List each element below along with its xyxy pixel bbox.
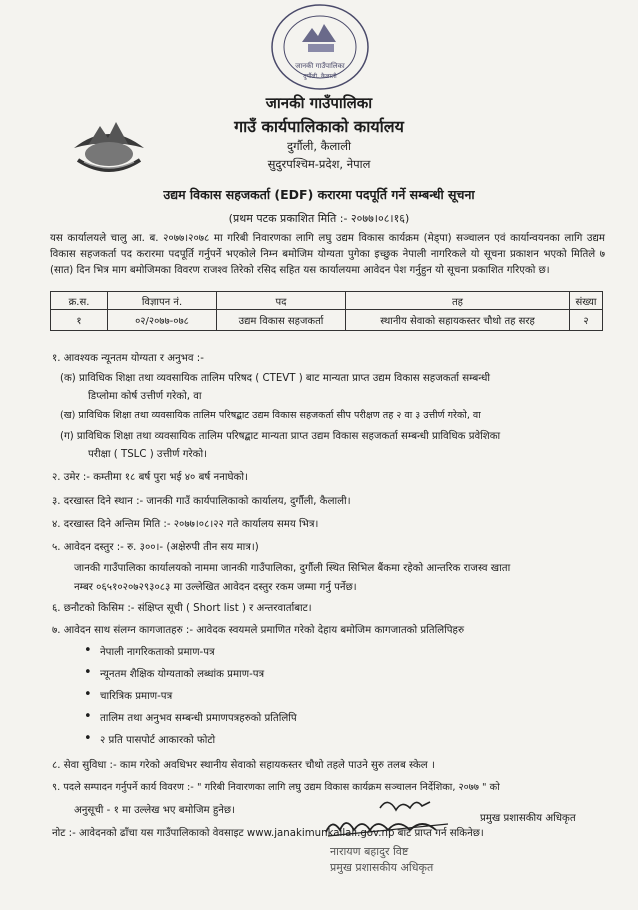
col-post-header: पद xyxy=(217,292,346,310)
svg-text:जानकी गाउँपालिका: जानकी गाउँपालिका xyxy=(295,62,345,70)
intro-paragraph: यस कार्यालयले चालु आ. ब. २०७७।२०७८ मा गरिबी निवारणका लागि लघु उद्यम विकास कार्यक्रम (मेड्पा) सञ्चालन एवं कार्यान्वयनका लागि उद्यम विकास सहजकर्ता पद करारमा पदपूर्ति गर्नुपर्ने भएकोले निम्न बमोजिम योग्यता पुगेका इच्छुक नेपाली नागरिकले यो सूचना प्रकाशन भएको मितिले ७ (सात) दिन भित्र माग बमोजिमका विवरण राजश्व तिरेको रसिद सहित यस कार्यालयमा आवेदन पेश गर्नुहुन यो सूचना प्रकाशित गरिएको छ। xyxy=(50,233,605,276)
item-1a-line2: डिप्लोमा कोर्ष उत्तीर्ण गरेको, वा xyxy=(88,391,202,402)
col-count-header: संख्या xyxy=(570,292,603,310)
item-8-benefits: ८. सेवा सुविधा :- काम गरेको अवधिभर स्थानीय सेवाको सहायकस्तर चौथो तहले पाउने सुरु तलब स्केल । xyxy=(52,760,435,771)
office-name: गाउँ कार्यपालिकाको कार्यालय xyxy=(234,117,404,136)
vacancy-table xyxy=(50,291,603,331)
item-7-documents: ७. आवेदन साथ संलग्न कागजातहरु :- आवेदक स्वयमले प्रमाणित गरेको देहाय बमोजिम कागजातको प्रतिलिपिहरु xyxy=(52,625,465,636)
item-1-qualification: १. आवश्यक न्यूनतम योग्यता र अनुभव :- xyxy=(52,353,204,364)
item-9-duties-line1: ९. पदले सम्पादन गर्नुपर्ने कार्य विवरण :- " गरिबी निवारणका लागि लघु उद्यम विकास कार्यक्रम सञ्चालन निर्देशिका, २०७७ " को xyxy=(52,782,500,793)
chief-officer-label: प्रमुख प्रशासकीय अधिकृत xyxy=(480,813,576,824)
cell-level: स्थानीय सेवाको सहायकस्तर चौथो तह सरह xyxy=(346,310,570,331)
col-sn-header: क्र.स. xyxy=(51,292,108,310)
item-1a-line1: (क) प्राविधिक शिक्षा तथा व्यवसायिक तालिम परिषद ( CTEVT ) बाट मान्यता प्राप्त उद्यम विकास सहजकर्ता सम्बन्धी xyxy=(60,373,491,384)
item-9-duties-line2: अनुसूची - १ मा उल्लेख भए बमोजिम हुनेछ। xyxy=(74,805,235,816)
item-4-deadline: ४. दरखास्त दिने अन्तिम मिति :- २०७७।०८।२२ गते कार्यालय समय भित्र। xyxy=(52,519,319,530)
signatory-name: नारायण बहादुर विष्ट xyxy=(330,845,409,858)
table-row xyxy=(51,310,603,331)
doc-bullet-academic: • न्यूनतम शैक्षिक योग्यताको लब्धांक प्रमाण-पत्र xyxy=(100,666,264,680)
svg-text:दुर्गौली, कैलाली: दुर्गौली, कैलाली xyxy=(303,73,337,80)
table-header-row xyxy=(51,292,603,310)
doc-bullet-photo: • २ प्रति पासपोर्ट आकारको फोटो xyxy=(100,732,215,746)
notice-title: उद्यम विकास सहजकर्ता (EDF) करारमा पदपूर्ति गर्ने सम्बन्धी सूचना xyxy=(163,187,475,202)
item-5-fee: ५. आवेदन दस्तुर :- रु. ३००।- (अक्षेरुपी तीन सय मात्र।) xyxy=(52,542,259,553)
item-1b: (ख) प्राविधिक शिक्षा तथा व्यवसायिक तालिम परिषद्बाट उद्यम विकास सहजकर्ता सीप परीक्षण तह २ वा ३ उत्तीर्ण गरेको, वा xyxy=(60,410,481,421)
province-country: सुदुरपश्चिम-प्रदेश, नेपाल xyxy=(267,157,371,171)
signature-block xyxy=(318,796,468,896)
item-6-selection: ६. छनौटको किसिम :- संक्षिप्त सूची ( Short list ) र अन्तरवार्ताबाट। xyxy=(52,603,312,614)
signatory-post: प्रमुख प्रशासकीय अधिकृत xyxy=(330,861,434,874)
cell-count: २ xyxy=(570,310,603,331)
item-2-age: २. उमेर :- कम्तीमा १८ बर्ष पुरा भई ४० बर्ष ननाघेको। xyxy=(52,472,248,483)
office-location: दुर्गौली, कैलाली xyxy=(286,139,352,153)
cell-post: उद्यम विकास सहजकर्ता xyxy=(217,310,346,331)
col-advert-header: विज्ञापन नं. xyxy=(108,292,217,310)
doc-bullet-training: • तालिम तथा अनुभव सम्बन्धी प्रमाणपत्रहरुको प्रतिलिपि xyxy=(100,710,297,724)
col-level-header: तह xyxy=(346,292,570,310)
doc-bullet-citizenship: • नेपाली नागरिकताको प्रमाण-पत्र xyxy=(100,644,215,658)
doc-bullet-character: • चारित्रिक प्रमाण-पत्र xyxy=(100,688,172,702)
cell-sn: १ xyxy=(51,310,108,331)
item-5-account-line2: नम्बर ०६५१०२०७२९३०८३ मा उल्लेखित आवेदन दस्तुर रकम जम्मा गर्नु पर्नेछ। xyxy=(74,582,357,593)
item-1c-line1: (ग) प्राविधिक शिक्षा तथा व्यवसायिक तालिम परिषद्बाट मान्यता प्राप्त उद्यम विकास सहजकर्ता सम्बन्धी प्राविधिक प्रवेशिका xyxy=(60,431,501,442)
item-1c-line2: परीक्षा ( TSLC ) उत्तीर्ण गरेको। xyxy=(88,449,208,460)
publication-date: (प्रथम पटक प्रकाशित मिति :- २०७७।०८।१६) xyxy=(228,212,410,225)
website-note: नोट :- आवेदनको ढाँचा यस गाउँपालिकाको वेवसाइट www.janakimunkailali.gov.np बाट प्राप्त गर्न सकिनेछ। xyxy=(52,828,484,839)
office-stamp-seal xyxy=(268,2,372,92)
item-5-account-line1: जानकी गाउँपालिका कार्यालयको नाममा जानकी गाउँपालिका, दुर्गौली स्थित सिभिल बैंकमा रहेको आन्तरिक राजस्व खाता xyxy=(74,563,511,574)
cell-advert: ०२/२०७७-०७८ xyxy=(108,310,217,331)
item-3-location: ३. दरखास्त दिने स्थान :- जानकी गाउँ कार्यपालिकाको कार्यालय, दुर्गौली, कैलाली। xyxy=(52,496,351,507)
handwritten-signature xyxy=(318,796,468,844)
municipality-name: जानकी गाउँपालिका xyxy=(265,94,373,112)
